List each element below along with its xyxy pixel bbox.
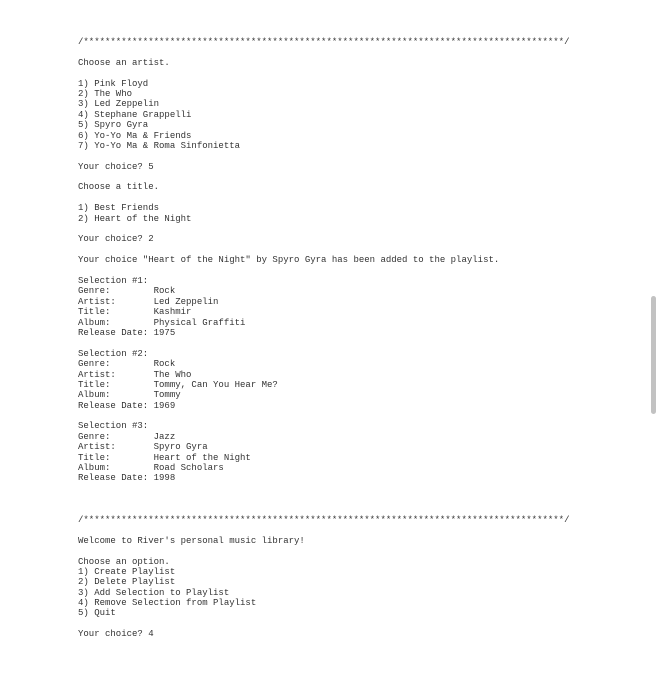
console-line: /*****************************************************************************************/ <box>78 37 570 47</box>
console-line: Artist: Spyro Gyra <box>78 442 208 453</box>
blank-line <box>78 193 638 203</box>
blank-line <box>78 68 638 78</box>
console-line: 3) Led Zeppelin <box>78 99 160 110</box>
blank-line <box>78 172 638 182</box>
console-line: /*****************************************************************************************/ <box>78 514 570 525</box>
console-line: Your choice "Heart of the Night" by Spyro Gyra has been added to the playlist. <box>78 255 500 266</box>
console-line: Title: Tommy, Can You Hear Me? <box>78 379 278 390</box>
console-line: Artist: The Who <box>78 369 192 380</box>
console-line: Genre: Rock <box>78 286 176 297</box>
console-line: 4) Stephane Grappelli <box>78 109 192 120</box>
blank-line <box>78 619 638 629</box>
console-line: Title: Kashmir <box>78 307 192 318</box>
console-line: 1) Pink Floyd <box>78 78 149 89</box>
blank-line <box>78 224 638 234</box>
console-line: Album: Physical Graffiti <box>78 317 246 328</box>
blank-line <box>78 47 638 57</box>
blank-line <box>78 151 638 161</box>
console-line: 1) Create Playlist <box>78 566 176 577</box>
console-line: Your choice? 5 <box>78 161 154 172</box>
console-line: Release Date: 1969 <box>78 400 176 411</box>
console-line: Your choice? 4 <box>78 629 154 640</box>
console-line: Choose an option. <box>78 556 170 567</box>
console-line: Artist: Led Zeppelin <box>78 296 219 307</box>
console-line: Album: Tommy <box>78 390 181 401</box>
console-line: Selection #3: <box>78 421 149 432</box>
blank-line <box>78 411 638 421</box>
console-output <box>78 37 638 640</box>
console-line: 3) Add Selection to Playlist <box>78 587 230 598</box>
console-line: 5) Quit <box>78 608 116 619</box>
blank-line <box>78 505 638 515</box>
console-line: Welcome to River's personal music library! <box>78 535 305 546</box>
console-line: Genre: Rock <box>78 359 176 370</box>
blank-line <box>78 245 638 255</box>
console-line: Album: Road Scholars <box>78 463 224 474</box>
console-line: Title: Heart of the Night <box>78 452 251 463</box>
blank-line <box>78 338 638 348</box>
console-line: 4) Remove Selection from Playlist <box>78 598 257 609</box>
console-line: 2) The Who <box>78 88 133 99</box>
blank-line <box>78 266 638 276</box>
console-line: Genre: Jazz <box>78 431 176 442</box>
console-line: 7) Yo-Yo Ma & Roma Sinfonietta <box>78 140 241 151</box>
console-line: 2) Heart of the Night <box>78 213 192 224</box>
blank-line <box>78 525 638 535</box>
console-line: Selection #1: <box>78 275 149 286</box>
console-line <box>78 494 638 504</box>
console-line: Choose a title. <box>78 182 160 193</box>
console-line: Release Date: 1998 <box>78 473 176 484</box>
console-line: Your choice? 2 <box>78 234 154 245</box>
console-line: Release Date: 1975 <box>78 327 176 338</box>
console-line: 5) Spyro Gyra <box>78 120 149 131</box>
console-line: 6) Yo-Yo Ma & Friends <box>78 130 192 141</box>
blank-line <box>78 484 638 494</box>
vertical-scrollbar-thumb[interactable] <box>651 296 656 414</box>
console-line: 1) Best Friends <box>78 203 160 214</box>
blank-line <box>78 546 638 556</box>
console-line: Selection #2: <box>78 348 149 359</box>
console-line: Choose an artist. <box>78 57 170 68</box>
console-line: 2) Delete Playlist <box>78 577 176 588</box>
